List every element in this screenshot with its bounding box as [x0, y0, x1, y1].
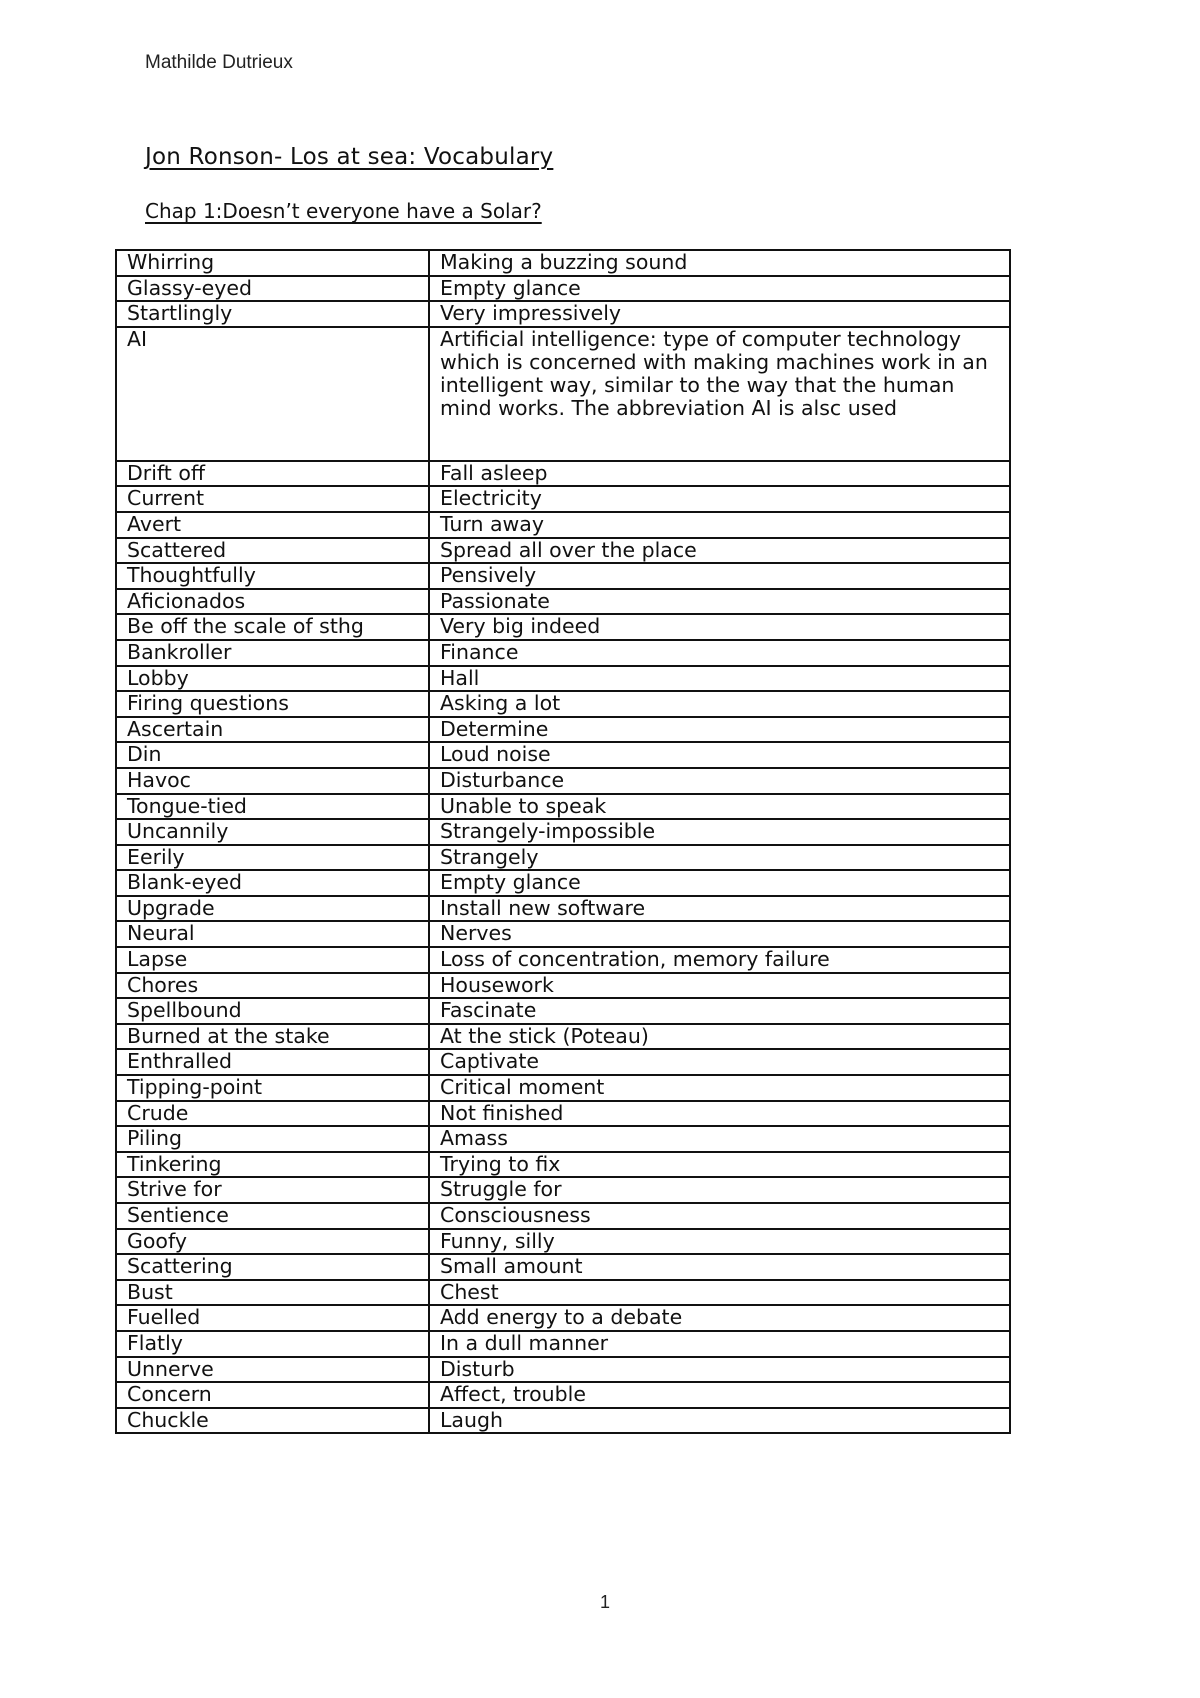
table-row	[116, 1229, 1010, 1255]
vocab-definition: Trying to fix	[429, 1152, 1010, 1178]
vocab-term: Havoc	[116, 768, 429, 794]
table-row	[116, 921, 1010, 947]
vocab-definition: Turn away	[429, 512, 1010, 538]
table-row	[116, 896, 1010, 922]
chapter-title: Chap 1:Doesn’t everyone have a Solar?	[145, 199, 542, 223]
page-number: 1	[599, 1592, 610, 1612]
vocab-term: Avert	[116, 512, 429, 538]
table-row	[116, 563, 1010, 589]
vocab-term: Din	[116, 742, 429, 768]
vocab-definition: Fall asleep	[429, 461, 1010, 487]
vocab-term: Sentience	[116, 1203, 429, 1229]
table-row	[116, 742, 1010, 768]
vocab-definition: Strangely	[429, 845, 1010, 871]
vocab-term: Drift off	[116, 461, 429, 487]
table-row	[116, 1075, 1010, 1101]
vocab-definition: Funny, silly	[429, 1229, 1010, 1255]
table-row	[116, 301, 1010, 327]
vocab-term: Concern	[116, 1382, 429, 1408]
vocab-term: Glassy-eyed	[116, 276, 429, 302]
table-row	[116, 1331, 1010, 1357]
table-row	[116, 717, 1010, 743]
vocab-definition: Asking a lot	[429, 691, 1010, 717]
vocab-definition: Fascinate	[429, 998, 1010, 1024]
vocab-term: Chuckle	[116, 1408, 429, 1434]
table-row	[116, 614, 1010, 640]
vocab-term: Firing questions	[116, 691, 429, 717]
table-row	[116, 1049, 1010, 1075]
vocab-term: Current	[116, 486, 429, 512]
vocab-definition: Spread all over the place	[429, 538, 1010, 564]
table-row	[116, 461, 1010, 487]
vocab-term: Fuelled	[116, 1305, 429, 1331]
vocab-term: Enthralled	[116, 1049, 429, 1075]
vocab-definition: Electricity	[429, 486, 1010, 512]
vocab-term: Unnerve	[116, 1357, 429, 1383]
vocab-definition: Loud noise	[429, 742, 1010, 768]
table-row	[116, 947, 1010, 973]
table-row	[116, 1024, 1010, 1050]
vocab-definition: Nerves	[429, 921, 1010, 947]
vocab-term: Upgrade	[116, 896, 429, 922]
table-row	[116, 1152, 1010, 1178]
vocab-definition: Critical moment	[429, 1075, 1010, 1101]
vocab-definition: Strangely-impossible	[429, 819, 1010, 845]
vocab-definition: Disturb	[429, 1357, 1010, 1383]
table-row	[116, 250, 1010, 276]
vocab-definition: Unable to speak	[429, 794, 1010, 820]
vocab-definition: In a dull manner	[429, 1331, 1010, 1357]
table-row	[116, 327, 1010, 461]
vocab-term: Strive for	[116, 1177, 429, 1203]
vocab-definition: Install new software	[429, 896, 1010, 922]
table-row	[116, 819, 1010, 845]
vocab-definition: Pensively	[429, 563, 1010, 589]
table-row	[116, 1357, 1010, 1383]
vocab-term: Tongue-tied	[116, 794, 429, 820]
vocab-term: Flatly	[116, 1331, 429, 1357]
vocab-definition: Loss of concentration, memory failure	[429, 947, 1010, 973]
vocab-term: Scattering	[116, 1254, 429, 1280]
vocab-definition: Very big indeed	[429, 614, 1010, 640]
vocab-term: Be off the scale of sthg	[116, 614, 429, 640]
table-row	[116, 691, 1010, 717]
table-row	[116, 276, 1010, 302]
vocab-term: Bust	[116, 1280, 429, 1306]
vocab-term: Piling	[116, 1126, 429, 1152]
vocab-term: Ascertain	[116, 717, 429, 743]
vocabulary-table-body	[116, 250, 1010, 1433]
table-row	[116, 538, 1010, 564]
vocab-term: AI	[116, 327, 429, 461]
table-row	[116, 512, 1010, 538]
vocab-term: Tipping-point	[116, 1075, 429, 1101]
vocab-definition: Disturbance	[429, 768, 1010, 794]
vocab-definition: Passionate	[429, 589, 1010, 615]
vocab-definition: Housework	[429, 973, 1010, 999]
table-row	[116, 1254, 1010, 1280]
vocab-term: Burned at the stake	[116, 1024, 429, 1050]
vocab-term: Bankroller	[116, 640, 429, 666]
vocab-definition: Laugh	[429, 1408, 1010, 1434]
vocab-definition: Very impressively	[429, 301, 1010, 327]
vocab-term: Neural	[116, 921, 429, 947]
table-row	[116, 870, 1010, 896]
vocab-term: Crude	[116, 1101, 429, 1127]
table-row	[116, 1101, 1010, 1127]
vocab-term: Lapse	[116, 947, 429, 973]
document-title: Jon Ronson- Los at sea: Vocabulary	[145, 144, 554, 170]
table-row	[116, 1382, 1010, 1408]
table-row	[116, 1305, 1010, 1331]
vocab-definition: Struggle for	[429, 1177, 1010, 1203]
vocab-term: Aficionados	[116, 589, 429, 615]
vocab-definition: Consciousness	[429, 1203, 1010, 1229]
table-row	[116, 998, 1010, 1024]
table-row	[116, 1177, 1010, 1203]
header-author: Mathilde Dutrieux	[145, 52, 293, 73]
vocab-definition: Finance	[429, 640, 1010, 666]
vocab-definition: Captivate	[429, 1049, 1010, 1075]
table-row	[116, 794, 1010, 820]
vocab-term: Scattered	[116, 538, 429, 564]
vocab-definition: Add energy to a debate	[429, 1305, 1010, 1331]
vocab-definition: Making a buzzing sound	[429, 250, 1010, 276]
vocab-definition: Empty glance	[429, 276, 1010, 302]
vocab-term: Tinkering	[116, 1152, 429, 1178]
vocab-definition: Amass	[429, 1126, 1010, 1152]
table-row	[116, 845, 1010, 871]
vocab-term: Spellbound	[116, 998, 429, 1024]
vocab-term: Eerily	[116, 845, 429, 871]
table-row	[116, 1203, 1010, 1229]
vocab-definition: Not finished	[429, 1101, 1010, 1127]
vocab-definition: Empty glance	[429, 870, 1010, 896]
vocab-definition: Artificial intelligence: type of computer technology which is concerned with making machines work in an intelligent way, similar to the way that the human mind works. The abbreviation AI is alsc used	[429, 327, 1010, 461]
table-row	[116, 973, 1010, 999]
vocab-definition: At the stick (Poteau)	[429, 1024, 1010, 1050]
vocab-definition: Chest	[429, 1280, 1010, 1306]
vocab-term: Goofy	[116, 1229, 429, 1255]
vocab-term: Chores	[116, 973, 429, 999]
vocab-definition: Hall	[429, 666, 1010, 692]
table-row	[116, 486, 1010, 512]
table-row	[116, 1408, 1010, 1434]
vocab-definition: Small amount	[429, 1254, 1010, 1280]
table-row	[116, 1280, 1010, 1306]
table-row	[116, 589, 1010, 615]
vocab-term: Blank-eyed	[116, 870, 429, 896]
vocab-term: Whirring	[116, 250, 429, 276]
table-row	[116, 640, 1010, 666]
vocab-definition: Affect, trouble	[429, 1382, 1010, 1408]
vocab-term: Uncannily	[116, 819, 429, 845]
vocabulary-table	[115, 249, 1011, 1434]
table-row	[116, 666, 1010, 692]
table-row	[116, 768, 1010, 794]
vocab-term: Lobby	[116, 666, 429, 692]
table-row	[116, 1126, 1010, 1152]
vocab-term: Thoughtfully	[116, 563, 429, 589]
vocab-definition: Determine	[429, 717, 1010, 743]
vocab-term: Startlingly	[116, 301, 429, 327]
